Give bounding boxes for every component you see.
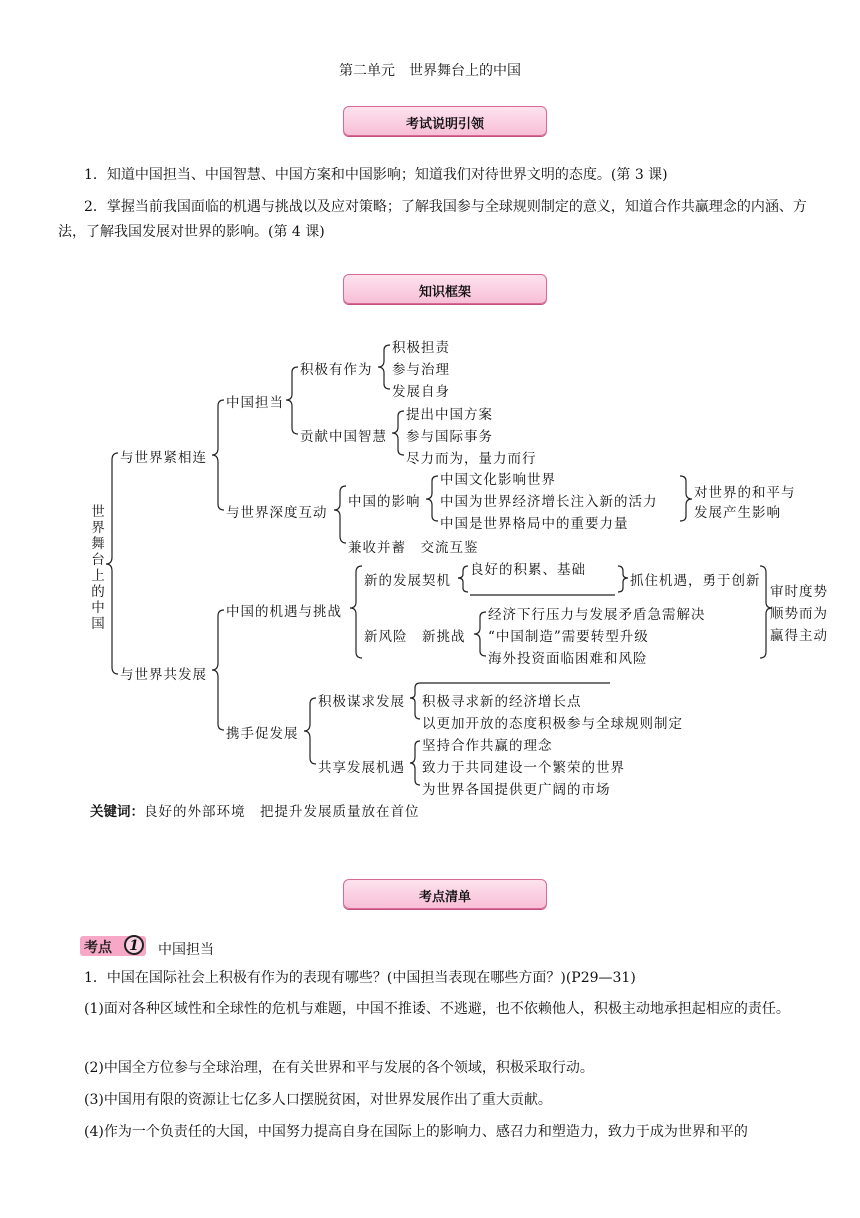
- node-c2b: 兼收并蓄 交流互鉴: [348, 540, 479, 556]
- banner-framework: 知识框架: [343, 274, 547, 304]
- item-c3b-3: 海外投资面临困难和风险: [488, 651, 648, 667]
- c3-result-2: 顺势而为: [770, 606, 828, 622]
- item-c3a-1: 良好的积累、基础: [470, 562, 586, 578]
- banner-points: 考点清单: [343, 879, 547, 909]
- item-c3b-2: “中国制造”需要转型升级: [488, 629, 649, 645]
- mindmap-root: 世 界 舞 台 上 的 中 国: [91, 504, 105, 632]
- keywords-row: [90, 800, 420, 820]
- item-c1b-3: 尽力而为，量力而行: [406, 451, 537, 467]
- node-b2: 与世界共发展: [120, 667, 207, 683]
- item-c3b-1: 经济下行压力与发展矛盾急需解决: [488, 607, 706, 623]
- c2a-result-1: 对世界的和平与: [694, 485, 796, 501]
- node-c1: 中国担当: [226, 395, 284, 411]
- kaodian-title: 中国担当: [158, 942, 214, 958]
- item-c2a-2: 中国为世界经济增长注入新的活力: [440, 494, 658, 510]
- node-c3a: 新的发展契机: [364, 573, 451, 589]
- item-c1a-1: 积极担责: [392, 340, 450, 356]
- item-c1a-2: 参与治理: [392, 362, 450, 378]
- keywords-text: 良好的外部环境 把提升发展质量放在首位: [144, 804, 420, 820]
- item-c2a-3: 中国是世界格局中的重要力量: [440, 516, 629, 532]
- item-c2a-1: 中国文化影响世界: [440, 472, 556, 488]
- kaodian-label: 考点: [84, 940, 112, 956]
- exam-item-1: 1．知道中国担当、中国智慧、中国方案和中国影响；知道我们对待世界文明的态度。(第 3 课): [84, 167, 668, 183]
- node-c3: 中国的机遇与挑战: [226, 604, 342, 620]
- node-c1a: 积极有作为: [300, 362, 373, 378]
- c3-result-3: 赢得主动: [770, 628, 828, 644]
- node-b1: 与世界紧相连: [120, 450, 207, 466]
- answer-3: (3)中国用有限的资源让七亿多人口摆脱贫困，对世界发展作出了重大贡献。: [84, 1092, 552, 1108]
- c3a-result: 抓住机遇，勇于创新: [630, 573, 761, 589]
- item-c4a-2: 以更加开放的态度积极参与全球规则制定: [422, 716, 683, 732]
- kaodian-badge: [80, 936, 146, 956]
- item-c4b-3: 为世界各国提供更广阔的市场: [422, 782, 611, 798]
- answer-4: (4)作为一个负责任的大国，中国努力提高自身在国际上的影响力、感召力和塑造力，致力于成为世界和平的: [84, 1124, 748, 1140]
- keywords-label: 关键词：: [90, 804, 144, 820]
- item-c1b-2: 参与国际事务: [406, 429, 493, 445]
- item-c1a-3: 发展自身: [392, 384, 450, 400]
- node-c1b: 贡献中国智慧: [300, 429, 387, 445]
- banner-exam: 考试说明引领: [343, 106, 547, 136]
- question-1: 1．中国在国际社会上积极有作为的表现有哪些？(中国担当表现在哪些方面？)(P29—31): [84, 970, 636, 986]
- exam-item-2: 2．掌握当前我国面临的机遇与挑战以及应对策略；了解我国参与全球规则制定的意义，知道合作共赢理念的内涵、方法，了解我国发展对世界的影响。(第 4 课): [58, 199, 807, 240]
- c2a-result-2: 发展产生影响: [694, 505, 781, 521]
- node-c2a: 中国的影响: [348, 494, 421, 510]
- c3-result-1: 审时度势: [770, 584, 828, 600]
- node-c4: 携手促发展: [226, 726, 299, 742]
- item-c4b-2: 致力于共同建设一个繁荣的世界: [422, 760, 625, 776]
- item-c4b-1: 坚持合作共赢的理念: [422, 738, 553, 754]
- node-c3b: 新风险 新挑战: [364, 629, 466, 645]
- kaodian-number: 1: [124, 935, 144, 955]
- page-title: 第二单元 世界舞台上的中国: [339, 63, 521, 79]
- node-c4b: 共享发展机遇: [318, 760, 405, 776]
- node-c4a: 积极谋求发展: [318, 694, 405, 710]
- answer-1: (1)面对各种区域性和全球性的危机与难题，中国不推诿、不逃避，也不依赖他人，积极主动地承担起相应的责任。: [84, 1001, 790, 1017]
- node-c2: 与世界深度互动: [226, 505, 328, 521]
- item-c4a-1: 积极寻求新的经济增长点: [422, 694, 582, 710]
- answer-2: (2)中国全方位参与全球治理，在有关世界和平与发展的各个领域，积极采取行动。: [84, 1060, 594, 1076]
- item-c1b-1: 提出中国方案: [406, 407, 493, 423]
